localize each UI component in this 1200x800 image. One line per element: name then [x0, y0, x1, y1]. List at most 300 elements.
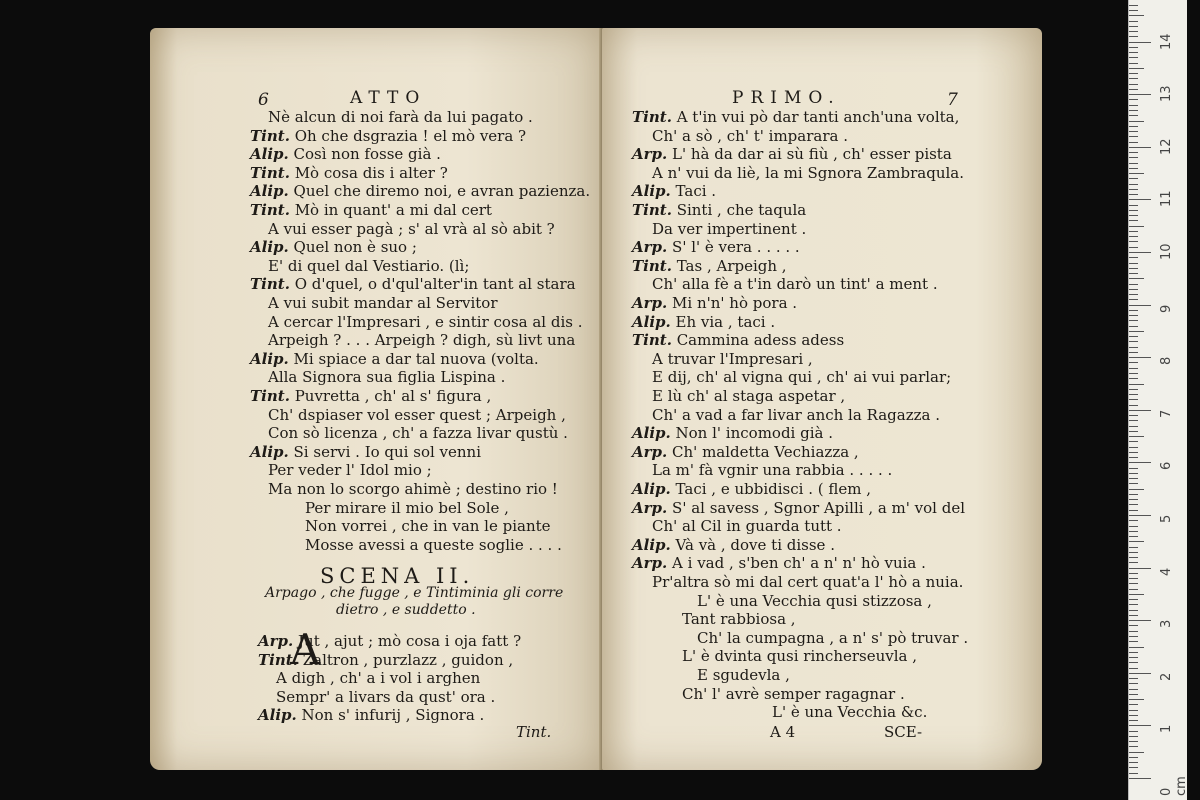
ruler-tick: [1129, 604, 1138, 605]
verse-text: Ch' a sò , ch' t' imparara .: [652, 126, 848, 145]
ruler-tick: [1129, 99, 1138, 100]
verse-text: Con sò licenza , ch' a fazza livar qustù .: [268, 424, 568, 443]
ruler-tick: [1129, 389, 1138, 390]
verse-text: Per mirare il mio bel Sole ,: [305, 498, 509, 517]
text-line: [250, 201, 492, 219]
ruler-label: 6: [1159, 462, 1174, 471]
page-number: 7: [947, 90, 958, 110]
text-line: [250, 238, 417, 256]
ruler-tick: [1129, 105, 1138, 106]
verse-text: Ch' l' avrè semper ragagnar .: [682, 684, 905, 703]
ruler-tick: [1129, 352, 1138, 353]
ruler-tick: [1129, 536, 1138, 537]
speaker-label: Tint.: [250, 387, 290, 405]
ruler-tick: [1129, 142, 1138, 143]
ruler-tick: [1129, 462, 1151, 463]
ruler-tick: [1129, 741, 1138, 742]
ruler-tick: [1129, 531, 1138, 532]
page-number: 6: [258, 90, 269, 110]
ruler-tick: [1129, 725, 1151, 726]
verse-text: Alla Signora sua figlia Lispina .: [268, 368, 506, 387]
speaker-label: Alip.: [632, 480, 671, 498]
ruler-tick: [1129, 641, 1138, 642]
ruler-tick: [1129, 331, 1144, 332]
ruler-tick: [1129, 384, 1144, 385]
ruler-tick: [1129, 378, 1138, 379]
text-line: [632, 145, 952, 163]
ruler-tick: [1129, 252, 1151, 253]
text-line: [276, 669, 480, 687]
text-line: [652, 275, 938, 293]
ruler-tick: [1129, 52, 1138, 53]
verse-text: Così non fosse già .: [293, 145, 441, 164]
ruler-tick: [1129, 42, 1151, 43]
verse-text: Ch' alla fè a t'in darò un tint' a ment .: [652, 275, 938, 294]
verse-text: Arpeigh ? . . . Arpeigh ? digh, sù livt una: [268, 331, 576, 350]
ruler-tick: [1129, 752, 1144, 753]
ruler-label: 8: [1159, 356, 1174, 366]
verse-text: Oh che dsgrazia ! el mò vera ?: [294, 126, 527, 145]
ruler-tick: [1129, 289, 1138, 290]
ruler-tick: [1129, 473, 1138, 474]
ruler-tick: [1129, 541, 1144, 542]
ruler-tick: [1129, 410, 1151, 411]
ruler-tick: [1129, 720, 1138, 721]
ruler-label: 9: [1159, 304, 1174, 313]
speaker-label: Alip.: [250, 182, 289, 201]
ruler-tick: [1129, 452, 1138, 453]
ruler-tick: [1129, 547, 1138, 548]
ruler-tick: [1129, 568, 1151, 569]
ruler-tick: [1129, 520, 1138, 521]
text-line: [268, 108, 533, 126]
ruler-tick: [1129, 689, 1138, 690]
verse-text: Ch' a vad a far livar anch la Ragazza .: [652, 405, 940, 424]
verse-text: Cammina adess adess: [676, 331, 845, 350]
verse-text: Jut , ajut ; mò cosa i oja fatt ?: [298, 632, 522, 650]
speaker-label: Arp.: [632, 145, 668, 164]
ruler-label: 14: [1159, 33, 1174, 50]
ruler-tick: [1129, 168, 1138, 169]
verse-text: La m' fà vgnir una rabbia . . . . .: [652, 461, 893, 480]
text-line: [652, 350, 813, 368]
verse-text: Quel non è suo ;: [293, 238, 417, 257]
verse-text: Mò in quant' a mi dal cert: [294, 201, 492, 219]
text-line: [632, 480, 871, 498]
verse-text: Ch' maldetta Vechiazza ,: [672, 442, 859, 461]
ruler-tick: [1129, 305, 1151, 306]
text-line: [250, 164, 448, 182]
ruler-tick: [1129, 483, 1138, 484]
ruler-tick: [1129, 73, 1138, 74]
verse-text: A t'in vui pò dar tanti anch'una volta,: [676, 108, 960, 126]
text-line: [305, 517, 551, 535]
verse-text: S' l' è vera . . . . .: [672, 238, 800, 257]
verse-text: Ch' dspiaser vol esser quest ; Arpeigh ,: [268, 405, 566, 424]
ruler-tick: [1129, 136, 1138, 137]
text-line: [652, 406, 940, 424]
ruler-tick: [1129, 284, 1138, 285]
text-line: [268, 406, 566, 424]
ruler-tick: [1129, 468, 1138, 469]
text-line: [652, 127, 848, 145]
ruler-tick: [1129, 504, 1138, 505]
ruler-tick: [1129, 26, 1138, 27]
ruler-tick: [1129, 420, 1138, 421]
ruler-tick: [1129, 436, 1144, 437]
ruler-tick: [1129, 704, 1138, 705]
ruler-tick: [1129, 426, 1138, 427]
text-line: [250, 127, 526, 145]
text-line: [268, 220, 555, 238]
ruler-tick: [1129, 578, 1138, 579]
text-line: [268, 424, 568, 442]
ruler-tick: [1129, 268, 1138, 269]
ruler-tick: [1129, 583, 1138, 584]
text-line: [258, 651, 513, 669]
ruler-tick: [1129, 557, 1138, 558]
speaker-label: Alip.: [258, 706, 297, 725]
scene-title: SCENA II.: [320, 564, 475, 588]
text-line: [652, 368, 951, 386]
ruler-label: 5: [1159, 514, 1174, 523]
verse-text: A cercar l'Impresari , e sintir cosa al dis .: [268, 312, 583, 331]
ruler-tick: [1129, 647, 1144, 648]
ruler-tick: [1129, 341, 1138, 342]
verse-text: Da ver impertinent .: [652, 219, 807, 238]
ruler-tick: [1129, 163, 1138, 164]
text-line: [250, 275, 576, 293]
speaker-label: Alip.: [250, 238, 289, 257]
ruler-tick: [1129, 526, 1138, 527]
verse-text: Tant rabbiosa ,: [682, 610, 796, 629]
speaker-label: Arp.: [632, 294, 668, 312]
speaker-label: Alip.: [250, 349, 289, 368]
text-line: [682, 610, 796, 628]
text-line: [652, 220, 806, 238]
ruler-label: 2: [1159, 672, 1174, 681]
catchword: SCE-: [884, 723, 923, 741]
ruler-tick: [1129, 84, 1138, 85]
ruler-tick: [1129, 736, 1138, 737]
ruler-label: 4: [1159, 567, 1174, 576]
ruler-tick: [1129, 231, 1138, 232]
verse-text: Non vorrei , che in van le piante: [305, 517, 551, 536]
verse-text: Sempr' a livars da qust' ora .: [276, 687, 496, 706]
verse-text: E' di quel dal Vestiario. (lì;: [268, 256, 470, 275]
ruler-tick: [1129, 552, 1138, 553]
text-line: [632, 424, 833, 442]
verse-text: L' è una Vecchia &c.: [772, 703, 928, 722]
ruler-tick: [1129, 399, 1138, 400]
ruler-label: 12: [1159, 138, 1174, 155]
ruler-tick: [1129, 320, 1138, 321]
right-page: [602, 28, 1042, 770]
verse-text: Ma non lo scorgo ahimè ; destino rio !: [268, 480, 558, 498]
ruler-tick: [1129, 625, 1138, 626]
speaker-label: Tint.: [250, 275, 290, 294]
ruler-tick: [1129, 347, 1138, 348]
verse-text: Mò cosa dis i alter ?: [294, 163, 448, 182]
verse-text: S' al savess , Sgnor Apilli , a m' vol del: [672, 498, 966, 517]
open-book: [150, 22, 1046, 778]
ruler-tick: [1129, 94, 1151, 95]
ruler-tick: [1129, 31, 1138, 32]
verse-text: E lù ch' al staga aspetar ,: [652, 387, 846, 405]
ruler-tick: [1129, 515, 1151, 516]
speaker-label: Arp.: [632, 498, 668, 517]
verse-text: Eh via , taci .: [675, 312, 776, 331]
verse-text: Mosse avessi a queste soglie . . . .: [305, 535, 562, 554]
text-line: [268, 461, 432, 479]
ruler-tick: [1129, 447, 1138, 448]
text-line: [632, 201, 806, 219]
verse-text: L' è dvinta qusi rincherseuvla ,: [682, 647, 918, 666]
verse-text: Mi spiace a dar tal nuova (volta.: [293, 349, 539, 368]
verse-text: L' hà da dar ai sù fiù , ch' esser pista: [672, 145, 952, 164]
ruler-tick: [1129, 773, 1138, 774]
text-line: [697, 592, 932, 610]
speaker-label: Tint.: [250, 201, 290, 219]
ruler-tick: [1129, 205, 1138, 206]
speaker-label: Alip.: [632, 312, 671, 331]
ruler-tick: [1129, 562, 1138, 563]
text-line: [305, 536, 562, 554]
ruler-tick: [1129, 273, 1138, 274]
text-line: [682, 647, 917, 665]
speaker-label: Alip.: [250, 442, 289, 461]
verse-text: Tas , Arpeigh ,: [676, 256, 787, 275]
text-line: [652, 461, 892, 479]
verse-text: Pr'altra sò mi dal cert quat'a l' hò a nuia.: [652, 573, 964, 591]
ruler-tick: [1129, 257, 1138, 258]
verse-text: Và và , dove ti disse .: [675, 535, 835, 554]
ruler-tick: [1129, 678, 1138, 679]
ruler-tick: [1129, 152, 1138, 153]
speaker-label: Alip.: [632, 182, 671, 201]
ruler-tick: [1129, 57, 1138, 58]
ruler-label: 11: [1159, 190, 1174, 208]
running-head: ATTO: [350, 88, 427, 108]
ruler-tick: [1129, 184, 1138, 185]
text-line: [652, 164, 964, 182]
verse-text: Taci .: [675, 182, 717, 201]
ruler-tick: [1129, 78, 1138, 79]
ruler-tick: [1129, 510, 1138, 511]
ruler-tick: [1129, 226, 1144, 227]
ruler-tick: [1129, 131, 1138, 132]
ruler-tick: [1129, 247, 1138, 248]
verse-text: Non s' infurij , Signora .: [301, 706, 485, 725]
ruler-tick: [1129, 731, 1138, 732]
ruler-tick: [1129, 199, 1151, 200]
ruler-tick: [1129, 236, 1138, 237]
ruler-tick: [1129, 594, 1144, 595]
verse-text: A truvar l'Impresari ,: [652, 349, 813, 368]
ruler-tick: [1129, 394, 1138, 395]
ruler-tick: [1129, 362, 1138, 363]
ruler-tick: [1129, 405, 1138, 406]
text-line: [268, 368, 505, 386]
ruler-tick: [1129, 294, 1138, 295]
text-line: [250, 182, 590, 200]
ruler-tick: [1129, 173, 1144, 174]
text-line: [632, 536, 835, 554]
text-line: [250, 443, 481, 461]
speaker-label: Tint.: [632, 201, 672, 219]
text-line: [305, 499, 509, 517]
signature-mark: A 4: [770, 723, 796, 741]
ruler-tick: [1129, 573, 1138, 574]
text-line: [632, 108, 959, 126]
ruler-tick: [1129, 652, 1138, 653]
text-line: [632, 294, 797, 312]
speaker-label: Tint.: [632, 256, 672, 275]
ruler-tick: [1129, 599, 1138, 600]
verse-text: Zaltron , purzlazz , guidon ,: [302, 650, 514, 669]
verse-text: Sinti , che taqula: [676, 201, 807, 219]
verse-text: E dij, ch' al vigna qui , ch' ai vui parlar;: [652, 368, 952, 387]
text-line: [268, 480, 558, 498]
verse-text: O d'quel, o d'qul'alter'in tant al stara: [294, 275, 576, 294]
ruler-tick: [1129, 662, 1138, 663]
verse-text: Puvretta , ch' al s' figura ,: [294, 387, 492, 405]
ruler-tick: [1129, 499, 1138, 500]
left-page: [150, 28, 602, 770]
ruler-tick: [1129, 115, 1138, 116]
ruler-tick: [1129, 47, 1138, 48]
text-line: [632, 313, 775, 331]
ruler-tick: [1129, 610, 1138, 611]
ruler-tick: [1129, 457, 1138, 458]
verse-text: Si servi . Io qui sol venni: [293, 442, 482, 461]
text-line: [697, 629, 968, 647]
verse-text: Ch' al Cil in guarda tutt .: [652, 517, 842, 536]
stage-direction: Arpago , che fugge , e Tintiminia gli corre: [265, 585, 564, 601]
ruler-label: 1: [1159, 725, 1174, 734]
ruler-tick: [1129, 715, 1138, 716]
verse-text: Taci , e ubbidisci . ( flem ,: [675, 480, 871, 498]
ruler-tick: [1129, 21, 1138, 22]
ruler-tick: [1129, 746, 1138, 747]
ruler-tick: [1129, 121, 1144, 122]
text-line: [268, 257, 469, 275]
text-line: [250, 387, 491, 405]
ruler-tick: [1129, 767, 1138, 768]
ruler-tick: [1129, 263, 1138, 264]
ruler-label: 0 cm: [1159, 776, 1189, 796]
ruler-tick: [1129, 631, 1138, 632]
verse-text: A i vad , s'ben ch' a n' n' hò vuia .: [672, 554, 926, 573]
drop-cap: A: [290, 625, 321, 674]
text-line: [632, 443, 859, 461]
ruler-tick: [1129, 494, 1138, 495]
ruler-tick: [1129, 699, 1144, 700]
ruler-tick: [1129, 5, 1138, 6]
ruler-tick: [1129, 673, 1151, 674]
verse-text: E sgudevla ,: [697, 666, 790, 684]
text-line: [632, 182, 716, 200]
ruler-tick: [1129, 657, 1138, 658]
ruler-label: 13: [1159, 85, 1174, 103]
ruler-tick: [1129, 315, 1138, 316]
ruler-tick: [1129, 778, 1151, 779]
ruler-tick: [1129, 36, 1138, 37]
ruler-tick: [1129, 336, 1138, 337]
ruler-tick: [1129, 757, 1138, 758]
ruler-tick: [1129, 210, 1138, 211]
ruler-tick: [1129, 220, 1138, 221]
ruler-tick: [1129, 147, 1151, 148]
ruler-tick: [1129, 373, 1138, 374]
ruler-tick: [1129, 189, 1138, 190]
ruler-tick: [1129, 157, 1138, 158]
ruler-tick: [1129, 762, 1138, 763]
ruler-tick: [1129, 620, 1151, 621]
ruler-tick: [1129, 89, 1138, 90]
ruler-tick: [1129, 178, 1138, 179]
speaker-label: Alip.: [632, 424, 671, 443]
ruler-tick: [1129, 478, 1138, 479]
text-line: [632, 257, 787, 275]
verse-text: A n' vui da liè, la mi Sgnora Zambraqula.: [652, 163, 964, 182]
ruler-tick: [1129, 615, 1138, 616]
speaker-label: Arp.: [632, 554, 668, 573]
verse-text: A vui esser pagà ; s' al vrà al sò abit ?: [268, 219, 555, 238]
ruler-tick: [1129, 326, 1138, 327]
stage-direction: dietro , e suddetto .: [336, 602, 476, 618]
speaker-label: Arp.: [632, 238, 668, 257]
ruler-tick: [1129, 441, 1138, 442]
ruler-tick: [1129, 357, 1151, 358]
text-line: [268, 294, 498, 312]
text-line: [697, 666, 790, 684]
ruler-tick: [1129, 431, 1138, 432]
speaker-label: Arp.: [258, 632, 294, 650]
speaker-label: Alip.: [250, 145, 289, 164]
text-line: [682, 685, 905, 703]
speaker-label: Tint.: [250, 163, 290, 182]
ruler-tick: [1129, 310, 1138, 311]
verse-text: Nè alcun di noi farà da lui pagato .: [268, 108, 533, 126]
ruler-tick: [1129, 241, 1138, 242]
text-line: [250, 145, 441, 163]
ruler-tick: [1129, 215, 1138, 216]
ruler-tick: [1129, 194, 1138, 195]
speaker-label: Alip.: [632, 535, 671, 554]
verse-text: Per veder l' Idol mio ;: [268, 461, 432, 480]
text-line: [652, 573, 963, 591]
verse-text: A digh , ch' a i vol i arghen: [276, 669, 481, 688]
verse-text: Non l' incomodi già .: [675, 424, 833, 443]
ruler-tick: [1129, 63, 1138, 64]
measuring-ruler: [1128, 0, 1187, 800]
ruler-tick: [1129, 683, 1138, 684]
ruler-tick: [1129, 694, 1138, 695]
speaker-label: Tint.: [632, 331, 672, 350]
ruler-tick: [1129, 415, 1138, 416]
text-line: [632, 331, 844, 349]
ruler-tick: [1129, 15, 1144, 16]
verse-text: Quel che diremo noi, e avran pazienza.: [293, 182, 591, 201]
text-line: [250, 350, 539, 368]
text-line: [276, 688, 495, 706]
speaker-label: Tint.: [632, 108, 672, 126]
ruler-tick: [1129, 110, 1138, 111]
text-line: [632, 238, 800, 256]
ruler-label: 10: [1159, 243, 1174, 260]
speaker-label: Arp.: [632, 442, 668, 461]
